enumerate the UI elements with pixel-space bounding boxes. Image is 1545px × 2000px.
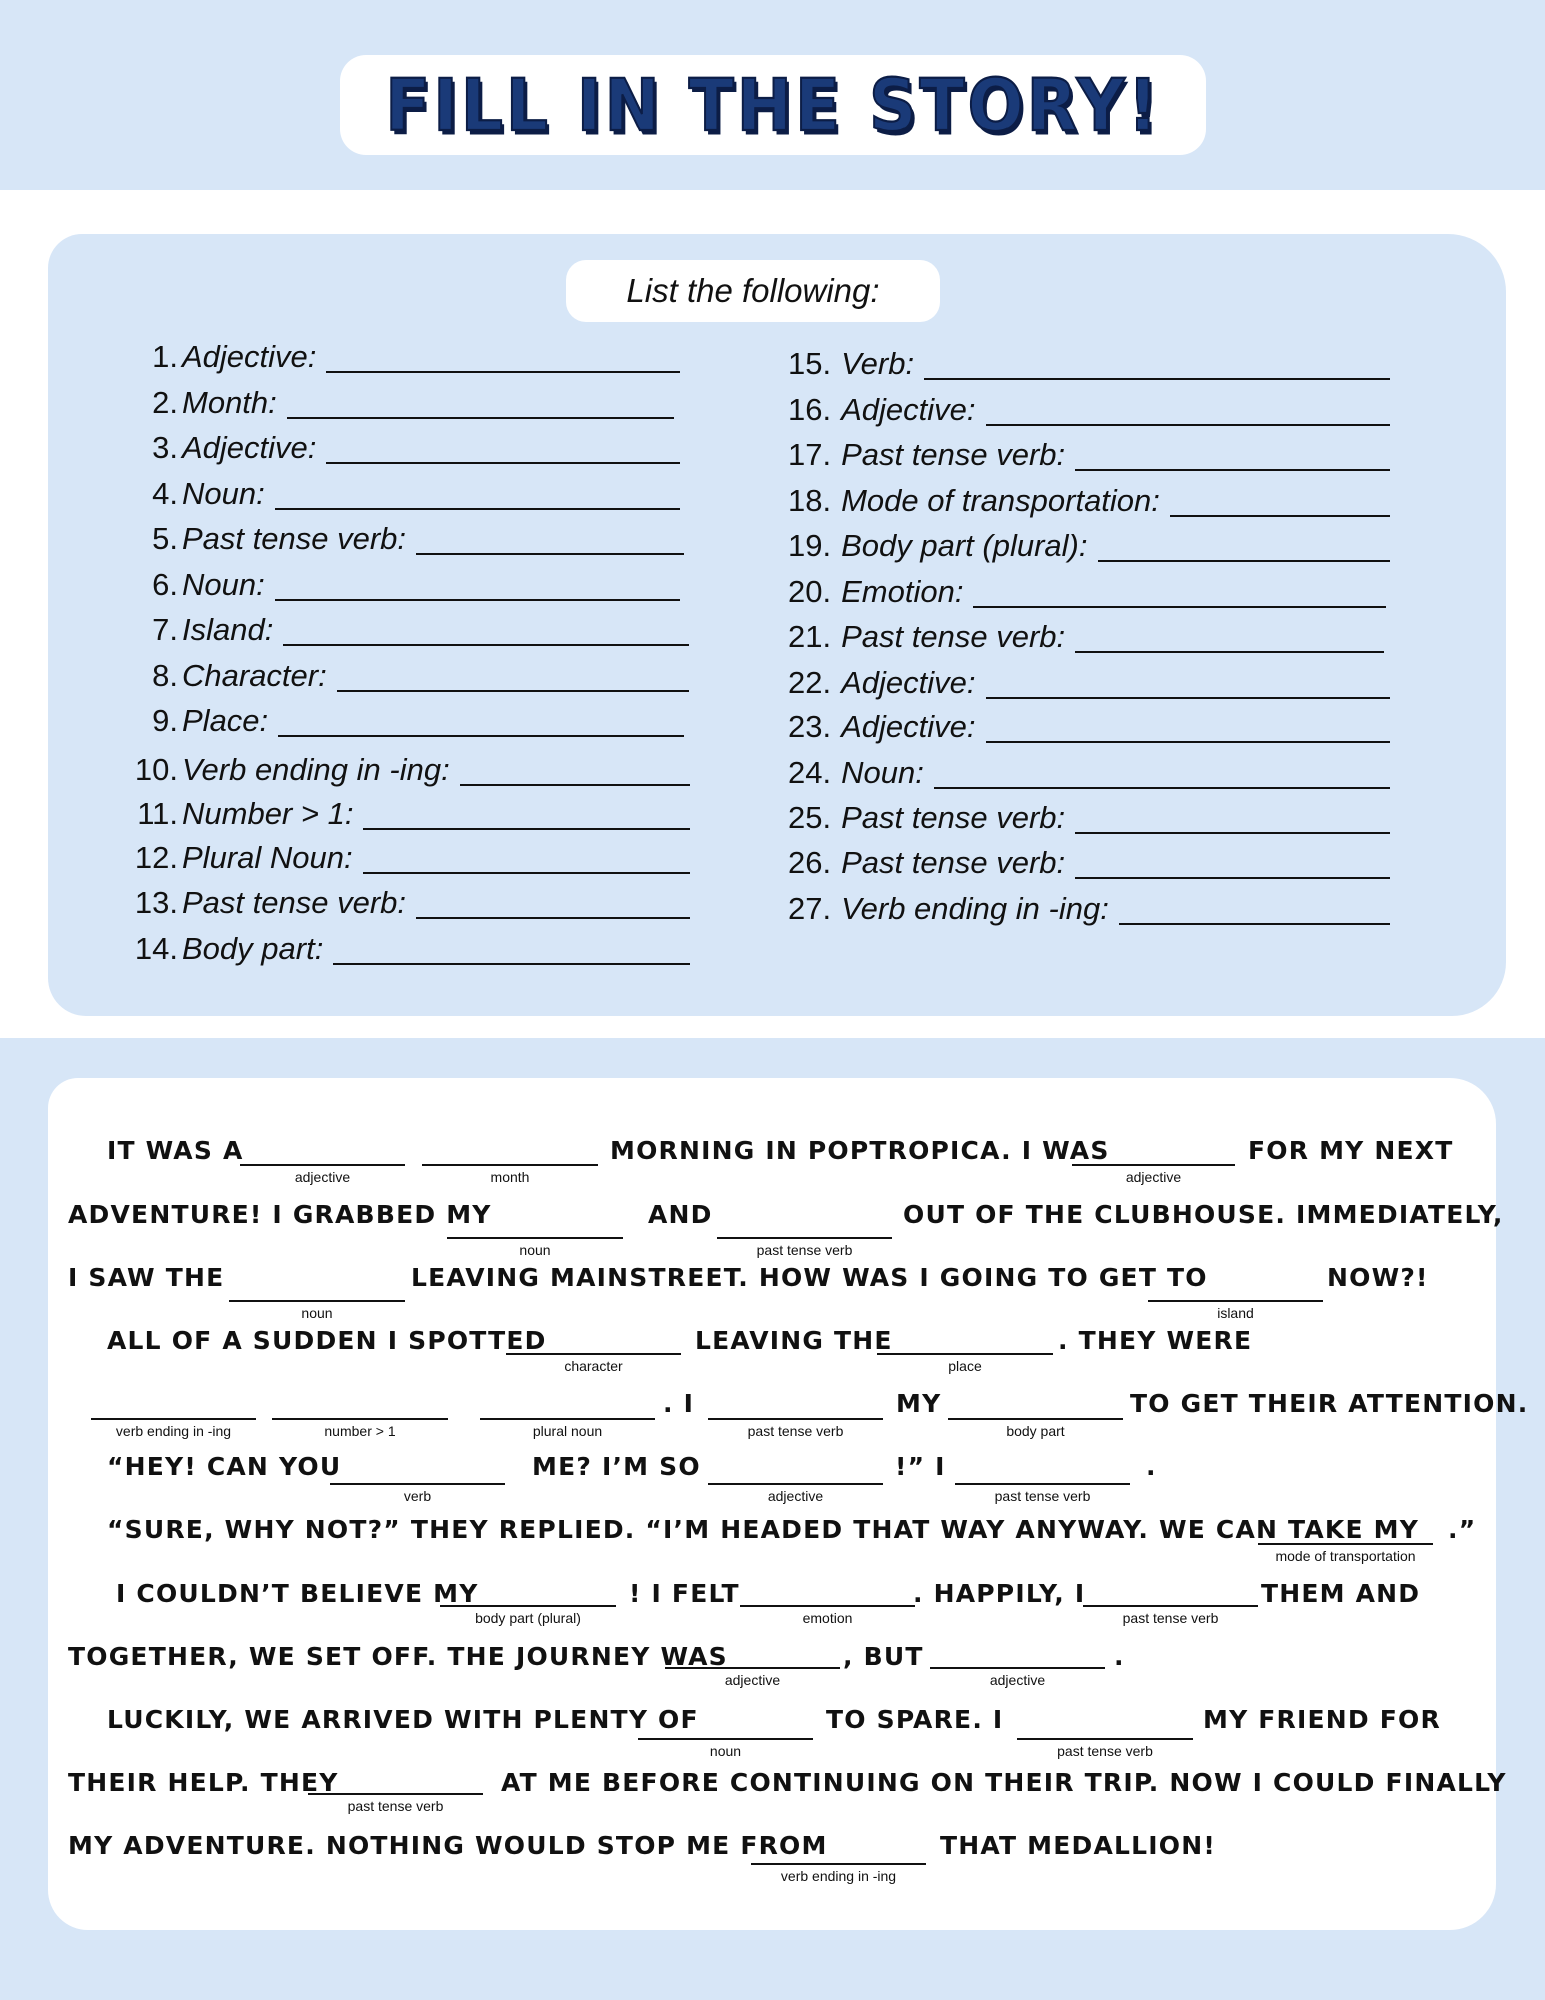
answer-line[interactable]	[1075, 808, 1390, 834]
list-item	[788, 528, 1390, 568]
list-item-number: 3.	[152, 430, 178, 465]
story-text-segment: .”	[1448, 1515, 1477, 1544]
story-text-segment: “SURE, WHY NOT?” THEY REPLIED. “I’M HEADED THAT WAY ANYWAY. WE CAN TAKE MY	[107, 1515, 1420, 1544]
answer-line[interactable]	[416, 893, 690, 919]
blank-hint-label: character	[564, 1358, 623, 1374]
list-item-label: Body part:	[182, 931, 324, 966]
story-text-segment: “HEY! CAN YOU	[107, 1452, 342, 1481]
answer-line[interactable]	[1170, 491, 1390, 517]
list-item	[126, 430, 680, 470]
story-text-segment: LEAVING THE	[695, 1326, 893, 1355]
list-item-label: Mode of transportation:	[841, 483, 1160, 518]
story-text-segment: I COULDN’T BELIEVE MY	[116, 1579, 479, 1608]
story-text-segment: ADVENTURE! I GRABBED MY	[68, 1200, 492, 1229]
list-item-number: 1.	[152, 339, 178, 374]
list-item-label: Number > 1:	[182, 796, 354, 831]
answer-line[interactable]	[275, 575, 680, 601]
list-item-number: 15.	[788, 346, 832, 381]
story-text-segment: . I	[663, 1389, 695, 1418]
answer-line[interactable]	[287, 393, 674, 419]
list-item	[126, 521, 684, 561]
list-item-number: 26.	[788, 845, 832, 880]
story-text-segment: OUT OF THE CLUBHOUSE. IMMEDIATELY,	[903, 1200, 1504, 1229]
list-item	[126, 885, 690, 925]
list-item-number: 5.	[152, 521, 178, 556]
list-item-label: Adjective:	[182, 430, 317, 465]
list-item-number: 14.	[134, 931, 178, 966]
story-text-segment: .	[1146, 1452, 1157, 1481]
list-item-label: Past tense verb:	[841, 619, 1066, 654]
blank-hint-label: island	[1217, 1305, 1254, 1321]
story-text-segment: . THEY WERE	[1058, 1326, 1253, 1355]
blank-hint-label: adjective	[724, 1672, 781, 1688]
list-item-number: 4.	[152, 476, 178, 511]
list-item-label: Emotion:	[841, 574, 964, 609]
list-item	[126, 752, 690, 792]
list-item-label: Adjective:	[841, 392, 976, 427]
answer-blank[interactable]	[717, 1237, 892, 1239]
list-item-label: Adjective:	[841, 665, 976, 700]
answer-line[interactable]	[934, 763, 1390, 789]
list-item	[788, 755, 1390, 795]
list-item-label: Verb:	[841, 346, 915, 381]
blank-hint-label: verb	[403, 1488, 432, 1504]
blank-hint-label: verb ending in -ing	[780, 1868, 897, 1884]
story-text-segment: . HAPPILY, I	[913, 1579, 1086, 1608]
list-item-label: Adjective:	[182, 339, 317, 374]
answer-blank[interactable]	[708, 1418, 883, 1420]
list-item-number: 10.	[134, 752, 178, 787]
blank-hint-label: noun	[709, 1743, 742, 1759]
list-item	[788, 619, 1384, 659]
answer-line[interactable]	[326, 438, 680, 464]
story-text-segment: MORNING IN POPTROPICA. I WAS	[610, 1136, 1110, 1165]
answer-line[interactable]	[363, 848, 690, 874]
list-item-number: 12.	[134, 840, 178, 875]
story-text-segment: MY	[896, 1389, 942, 1418]
story-text-segment: THEIR HELP. THEY	[68, 1768, 339, 1797]
list-item-number: 27.	[788, 891, 832, 926]
answer-blank[interactable]	[1072, 1164, 1235, 1166]
blank-hint-label: past tense verb	[747, 1423, 844, 1439]
list-item	[126, 840, 690, 880]
answer-line[interactable]	[326, 347, 680, 373]
answer-blank[interactable]	[440, 1605, 616, 1607]
blank-hint-label: emotion	[802, 1610, 853, 1626]
list-item-number: 19.	[788, 528, 832, 563]
list-item-number: 11.	[137, 796, 178, 831]
list-item	[126, 339, 680, 379]
story-text-segment: AT ME BEFORE CONTINUING ON THEIR TRIP. NOW I COULD FINALLY	[501, 1768, 1507, 1797]
blank-hint-label: adjective	[767, 1488, 824, 1504]
list-item-label: Past tense verb:	[182, 521, 407, 556]
answer-blank[interactable]	[708, 1483, 883, 1485]
list-item	[126, 612, 689, 652]
blank-hint-label: place	[948, 1358, 982, 1374]
list-item	[126, 703, 684, 743]
blank-hint-label: past tense verb	[1057, 1743, 1153, 1759]
list-item-label: Place:	[182, 703, 269, 738]
story-text-segment: IT WAS A	[107, 1136, 244, 1165]
list-item-label: Adjective:	[841, 709, 976, 744]
story-text-segment: AND	[648, 1200, 713, 1229]
list-item	[788, 800, 1390, 840]
answer-blank[interactable]	[240, 1164, 405, 1166]
list-item-label: Verb ending in -ing:	[182, 752, 450, 787]
list-item-number: 2.	[152, 385, 178, 420]
answer-line[interactable]	[986, 400, 1390, 426]
list-item-label: Verb ending in -ing:	[841, 891, 1109, 926]
answer-line[interactable]	[416, 529, 684, 555]
answer-line[interactable]	[337, 666, 689, 692]
blank-hint-label: past tense verb	[1122, 1610, 1219, 1626]
story-text-segment: THEM AND	[1261, 1579, 1421, 1608]
story-text-segment: ALL OF A SUDDEN I SPOTTED	[107, 1326, 547, 1355]
answer-blank[interactable]	[506, 1353, 681, 1355]
blank-hint-label: adjective	[294, 1169, 351, 1185]
title-box	[340, 55, 1206, 155]
answer-blank[interactable]	[447, 1237, 623, 1239]
answer-blank[interactable]	[1083, 1605, 1258, 1607]
answer-blank[interactable]	[751, 1863, 926, 1865]
list-item-label: Past tense verb:	[841, 845, 1066, 880]
answer-line[interactable]	[1075, 853, 1390, 879]
story-text-segment: MY ADVENTURE. NOTHING WOULD STOP ME FROM	[68, 1831, 828, 1860]
blank-hint-label: past tense verb	[994, 1488, 1091, 1504]
list-item	[788, 346, 1390, 386]
story-text-segment: MY FRIEND FOR	[1203, 1705, 1441, 1734]
list-item	[788, 665, 1390, 705]
list-item	[126, 385, 674, 425]
answer-blank[interactable]	[272, 1418, 448, 1420]
answer-blank[interactable]	[665, 1667, 840, 1669]
list-item-number: 21.	[788, 619, 832, 654]
answer-line[interactable]	[278, 711, 684, 737]
list-item-label: Noun:	[182, 567, 265, 602]
story-text-segment: LUCKILY, WE ARRIVED WITH PLENTY OF	[107, 1705, 699, 1734]
list-item-label: Past tense verb:	[182, 885, 407, 920]
answer-line[interactable]	[363, 804, 690, 830]
story-text-segment: FOR MY NEXT	[1248, 1136, 1454, 1165]
answer-blank[interactable]	[638, 1738, 813, 1740]
list-item-number: 8.	[152, 658, 178, 693]
page-title: FILL IN THE STORY!	[385, 62, 1161, 148]
list-item-label: Body part (plural):	[841, 528, 1088, 563]
answer-line[interactable]	[333, 939, 690, 965]
story-text-segment: LEAVING MAINSTREET. HOW WAS I GOING TO GET TO	[411, 1263, 1208, 1292]
blank-hint-label: noun	[301, 1305, 333, 1321]
story-text-segment: .	[1114, 1642, 1125, 1671]
blank-hint-label: noun	[519, 1242, 551, 1258]
list-item-number: 24.	[788, 755, 832, 790]
list-item-label: Past tense verb:	[841, 800, 1066, 835]
list-item-number: 23.	[788, 709, 832, 744]
blank-hint-label: verb ending in -ing	[115, 1423, 232, 1439]
blank-hint-label: plural noun	[532, 1423, 603, 1439]
answer-line[interactable]	[986, 673, 1390, 699]
answer-line[interactable]	[973, 582, 1386, 608]
list-item	[788, 392, 1390, 432]
answer-blank[interactable]	[877, 1353, 1053, 1355]
list-item-label: Island:	[182, 612, 274, 647]
blank-hint-label: month	[490, 1169, 530, 1185]
list-item	[126, 931, 690, 971]
story-text-segment: !” I	[895, 1452, 946, 1481]
list-item	[126, 476, 680, 516]
answer-blank[interactable]	[91, 1418, 256, 1420]
list-item	[788, 574, 1386, 614]
answer-line[interactable]	[1098, 536, 1391, 562]
list-heading: List the following:	[566, 260, 940, 322]
list-item	[788, 437, 1390, 477]
answer-blank[interactable]	[1148, 1300, 1323, 1302]
list-item-number: 25.	[788, 800, 832, 835]
answer-blank[interactable]	[948, 1418, 1123, 1420]
list-item-number: 9.	[152, 703, 178, 738]
blank-hint-label: body part	[1006, 1423, 1065, 1439]
story-text-segment: TO SPARE. I	[826, 1705, 1004, 1734]
blank-hint-label: body part (plural)	[475, 1610, 581, 1626]
answer-blank[interactable]	[930, 1667, 1105, 1669]
blank-hint-label: past tense verb	[756, 1242, 853, 1258]
list-item-number: 13.	[134, 885, 178, 920]
list-item	[126, 796, 690, 836]
story-text-segment: TO GET THEIR ATTENTION.	[1130, 1389, 1529, 1418]
list-item-label: Past tense verb:	[841, 437, 1066, 472]
answer-blank[interactable]	[229, 1300, 405, 1302]
list-item-number: 17.	[788, 437, 832, 472]
list-item-label: Noun:	[841, 755, 924, 790]
answer-blank[interactable]	[422, 1164, 598, 1166]
list-item-label: Noun:	[182, 476, 265, 511]
answer-line[interactable]	[924, 354, 1390, 380]
list-item	[788, 891, 1390, 931]
answer-line[interactable]	[986, 717, 1390, 743]
story-text-segment: , BUT	[843, 1642, 924, 1671]
list-item	[788, 845, 1390, 885]
answer-line[interactable]	[283, 620, 689, 646]
list-item-number: 6.	[152, 567, 178, 602]
story-text-segment: ! I FELT	[629, 1579, 740, 1608]
answer-blank[interactable]	[955, 1483, 1130, 1485]
answer-blank[interactable]	[1017, 1738, 1193, 1740]
list-item	[788, 709, 1390, 749]
answer-blank[interactable]	[308, 1793, 483, 1795]
blank-hint-label: number > 1	[324, 1423, 396, 1439]
answer-line[interactable]	[275, 484, 680, 510]
list-item	[788, 483, 1390, 523]
list-item-number: 20.	[788, 574, 832, 609]
list-item-number: 16.	[788, 392, 832, 427]
answer-blank[interactable]	[1258, 1543, 1433, 1545]
story-text-segment: NOW?!	[1327, 1263, 1429, 1292]
list-item-number: 7.	[152, 612, 178, 647]
story-text-segment: ME? I’M SO	[532, 1452, 701, 1481]
blank-hint-label: adjective	[989, 1672, 1046, 1688]
list-item-label: Plural Noun:	[182, 840, 353, 875]
story-text-segment: I SAW THE	[68, 1263, 225, 1292]
story-text-segment: THAT MEDALLION!	[940, 1831, 1216, 1860]
list-item	[126, 567, 680, 607]
blank-hint-label: adjective	[1125, 1169, 1182, 1185]
answer-blank[interactable]	[740, 1605, 915, 1607]
list-item-label: Character:	[182, 658, 327, 693]
blank-hint-label: past tense verb	[347, 1798, 444, 1814]
list-item-number: 22.	[788, 665, 832, 700]
list-item-label: Month:	[182, 385, 277, 420]
answer-line[interactable]	[460, 760, 690, 786]
list-item	[126, 658, 689, 698]
answer-blank[interactable]	[480, 1418, 655, 1420]
answer-line[interactable]	[1075, 627, 1384, 653]
list-item-number: 18.	[788, 483, 832, 518]
blank-hint-label: mode of transportation	[1275, 1548, 1416, 1564]
story-text-segment: TOGETHER, WE SET OFF. THE JOURNEY WAS	[68, 1642, 728, 1671]
answer-line[interactable]	[1119, 899, 1390, 925]
answer-line[interactable]	[1075, 445, 1390, 471]
answer-blank[interactable]	[330, 1483, 505, 1485]
